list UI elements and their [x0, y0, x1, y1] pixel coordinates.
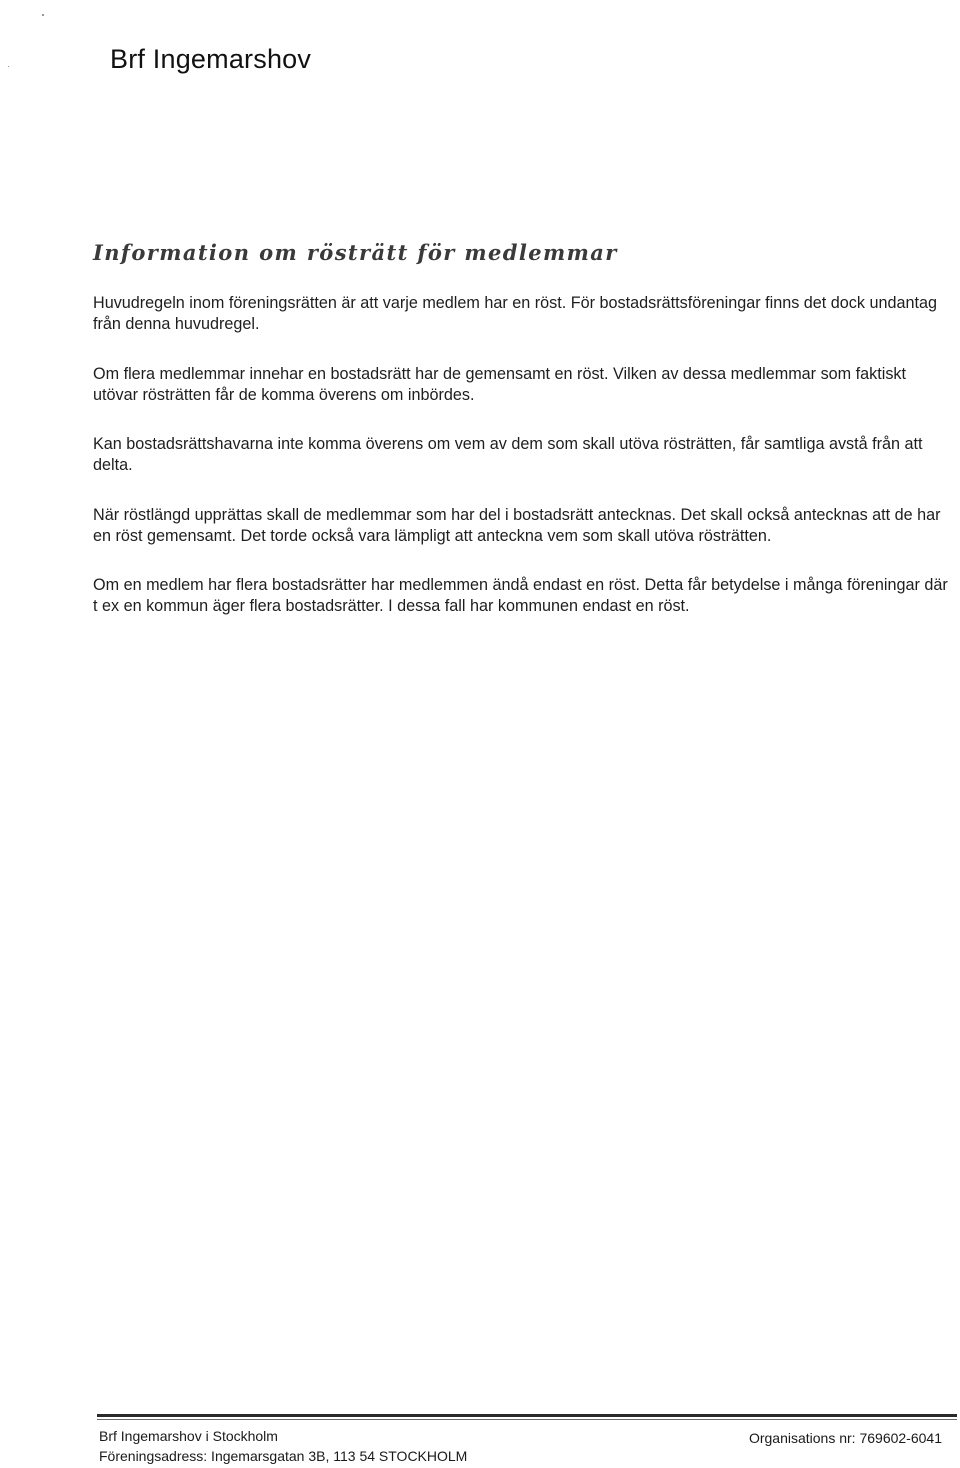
scan-speck [42, 14, 44, 16]
scan-speck [8, 66, 9, 67]
footer-contact [99, 1426, 467, 1466]
paragraph-multiple-apartments: Om en medlem har flera bostadsrätter har medlemmen ändå endast en röst. Detta får betydelse i många föreningar där t ex en kommun äger flera bostadsrätter. I dessa fall har kommunen endast en röst. [93, 576, 948, 615]
footer-divider-thin [97, 1419, 957, 1420]
paragraph-joint-vote: Om flera medlemmar innehar en bostadsrätt har de gemensamt en röst. Vilken av dessa medlemmar som faktiskt utövar rösträtten får de komma överens om inbördes. [93, 365, 907, 404]
page-title: Brf Ingemarshov [110, 44, 312, 74]
paragraph-voting-register: När röstlängd upprättas skall de medlemmar som har del i bostadsrätt antecknas. Det skall också antecknas att de har en röst gemensamt. Det torde också vara lämpligt att anteckna vem som skall utöva rösträtten. [93, 506, 941, 545]
paragraph-disagreement: Kan bostadsrättshavarna inte komma överens om vem av dem som skall utöva rösträtten, får samtliga avstå från att delta. [93, 435, 923, 474]
section-heading: Information om rösträtt för medlemmar [93, 240, 618, 265]
paragraph-main-rule: Huvudregeln inom föreningsrätten är att varje medlem har en röst. För bostadsrättsföreningar finns det dock undantag från denna huvudregel. [93, 294, 938, 333]
footer-org-number: Organisations nr: 769602-6041 [748, 1430, 942, 1446]
footer-divider [97, 1414, 957, 1417]
footer-association-name: Brf Ingemarshov i Stockholm [99, 1428, 278, 1444]
footer-address: Föreningsadress: Ingemarsgatan 3B, 113 54 STOCKHOLM [99, 1448, 468, 1464]
